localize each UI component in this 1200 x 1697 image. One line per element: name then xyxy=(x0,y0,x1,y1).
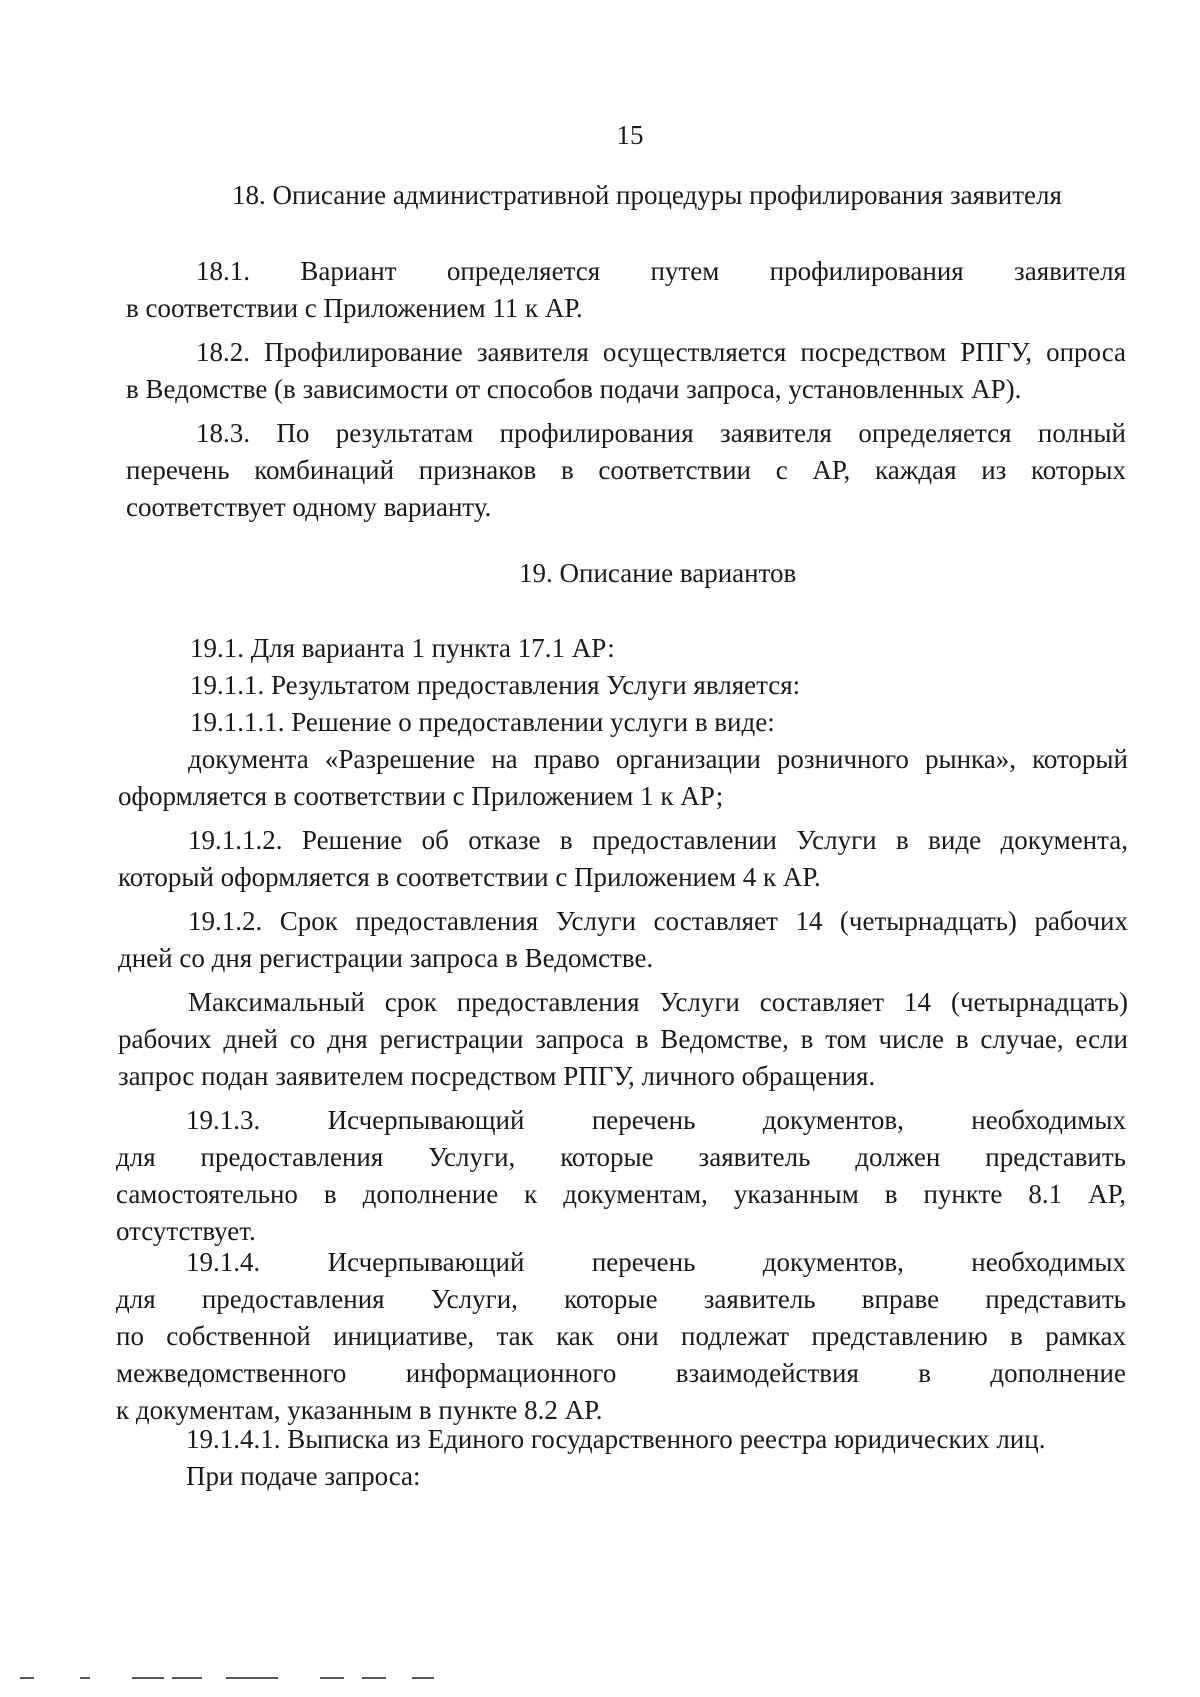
paragraph-line: оформляется в соответствии с Приложением 1 к АР; xyxy=(118,781,724,811)
paragraph-line: перечень комбинаций признаков в соответствии с АР, каждая из которых xyxy=(126,455,1126,485)
paragraph-line: 19.1.4.1. Выписка из Единого государственного реестра юридических лиц. xyxy=(186,1424,1046,1454)
paragraph-line: к документам, указанным в пункте 8.2 АР. xyxy=(116,1395,603,1425)
paragraph-max-term xyxy=(118,984,1128,1095)
paragraph-line: самостоятельно в дополнение к документам, указанным в пункте 8.1 АР, xyxy=(116,1179,1126,1209)
paragraph-19-1 xyxy=(190,630,1130,667)
paragraph-line: отсутствует. xyxy=(116,1216,256,1246)
paragraph-on-submission xyxy=(186,1458,1126,1495)
paragraph-line: 19.1.2. Срок предоставления Услуги составляет 14 (четырнадцать) рабочих xyxy=(188,906,1128,936)
paragraph-line: для предоставления Услуги, которые заявитель вправе представить xyxy=(116,1284,1126,1314)
paragraph-line: рабочих дней со дня регистрации запроса в Ведомстве, в том числе в случае, если xyxy=(118,1024,1128,1054)
paragraph-18-3 xyxy=(126,415,1126,526)
paragraph-19-1-4 xyxy=(116,1244,1126,1429)
paragraph-18-1 xyxy=(126,253,1126,327)
paragraph-document-permit xyxy=(118,741,1128,815)
paragraph-19-1-1 xyxy=(190,667,1130,704)
paragraph-19-1-1-1 xyxy=(190,704,1130,741)
scan-artifact-marks xyxy=(20,1677,540,1681)
paragraph-19-1-3 xyxy=(116,1102,1126,1250)
paragraph-line: 19.1. Для варианта 1 пункта 17.1 АР: xyxy=(190,633,615,663)
paragraph-19-1-2 xyxy=(118,903,1128,977)
paragraph-line: 19.1.1.1. Решение о предоставлении услуги в виде: xyxy=(190,707,775,737)
paragraph-line: для предоставления Услуги, которые заявитель должен представить xyxy=(116,1142,1126,1172)
section-18-heading: 18. Описание административной процедуры профилирования заявителя xyxy=(232,180,1062,210)
paragraph-line: 19.1.1.2. Решение об отказе в предоставлении Услуги в виде документа, xyxy=(188,825,1128,855)
paragraph-line: в Ведомстве (в зависимости от способов подачи запроса, установленных АР). xyxy=(126,374,1022,404)
paragraph-line: 18.1. Вариант определяется путем профилирования заявителя xyxy=(196,256,1126,286)
paragraph-line: запрос подан заявителем посредством РПГУ, личного обращения. xyxy=(118,1061,876,1091)
paragraph-line: 19.1.4. Исчерпывающий перечень документов, необходимых xyxy=(186,1247,1126,1277)
paragraph-19-1-4-1 xyxy=(186,1421,1126,1458)
paragraph-line: 19.1.3. Исчерпывающий перечень документов, необходимых xyxy=(186,1105,1126,1135)
paragraph-line: Максимальный срок предоставления Услуги составляет 14 (четырнадцать) xyxy=(188,987,1128,1017)
paragraph-line: 18.2. Профилирование заявителя осуществляется посредством РПГУ, опроса xyxy=(196,337,1126,367)
paragraph-line: по собственной инициативе, так как они подлежат представлению в рамках xyxy=(116,1321,1126,1351)
paragraph-19-1-1-2 xyxy=(118,822,1128,896)
paragraph-line: При подаче запроса: xyxy=(186,1461,421,1491)
paragraph-line: в соответствии с Приложением 11 к АР. xyxy=(126,293,583,323)
paragraph-line: который оформляется в соответствии с Приложением 4 к АР. xyxy=(118,862,821,892)
paragraph-line: 18.3. По результатам профилирования заявителя определяется полный xyxy=(196,418,1126,448)
paragraph-line: дней со дня регистрации запроса в Ведомстве. xyxy=(118,943,654,973)
section-19-heading: 19. Описание вариантов xyxy=(519,558,797,588)
paragraph-line: документа «Разрешение на право организации розничного рынка», который xyxy=(188,744,1128,774)
paragraph-line: соответствует одному варианту. xyxy=(126,492,492,522)
page-number: 15 xyxy=(616,120,644,150)
paragraph-line: межведомственного информационного взаимодействия в дополнение xyxy=(116,1358,1126,1388)
paragraph-18-2 xyxy=(126,334,1126,408)
paragraph-line: 19.1.1. Результатом предоставления Услуги является: xyxy=(190,670,801,700)
